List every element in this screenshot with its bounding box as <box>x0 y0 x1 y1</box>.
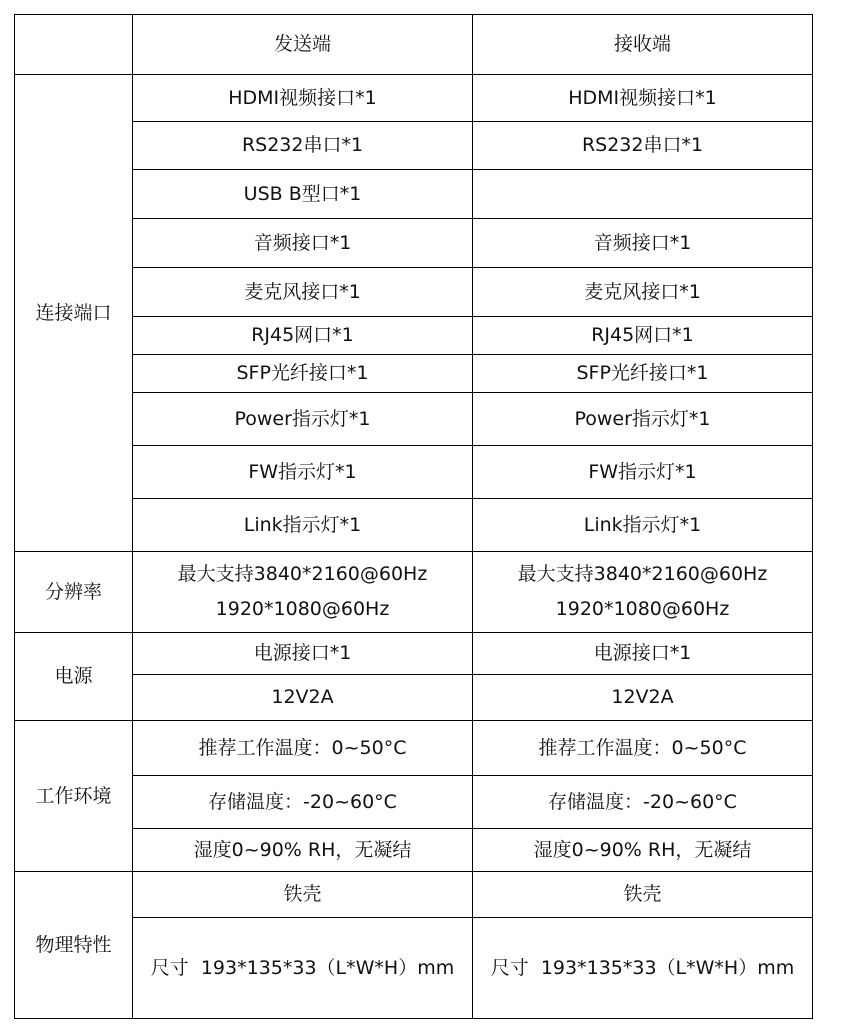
cell-tx: Link指示灯*1 <box>133 499 473 552</box>
table-row <box>15 75 813 122</box>
cell-rx <box>473 552 813 633</box>
cell-rx <box>473 170 813 219</box>
spec-table <box>14 14 813 1019</box>
cell-rx: RS232串口*1 <box>473 122 813 170</box>
table-row <box>15 872 813 918</box>
category-resolution: 分辨率 <box>15 552 133 633</box>
cell-rx: 麦克风接口*1 <box>473 268 813 317</box>
category-power: 电源 <box>15 633 133 721</box>
cell-tx <box>133 552 473 633</box>
cell-tx: HDMI视频接口*1 <box>133 75 473 122</box>
header-transmitter: 发送端 <box>133 15 473 75</box>
cell-rx: 推荐工作温度：0~50°C <box>473 721 813 776</box>
cell-rx: 电源接口*1 <box>473 633 813 675</box>
cell-rx: 尺寸 193*135*33（L*W*H）mm <box>473 918 813 1019</box>
table-row <box>15 829 813 872</box>
table-row <box>15 268 813 317</box>
cell-tx: 推荐工作温度：0~50°C <box>133 721 473 776</box>
cell-rx: 音频接口*1 <box>473 219 813 268</box>
category-physical: 物理特性 <box>15 872 133 1019</box>
resolution-line: 1920*1080@60Hz <box>215 598 390 620</box>
cell-rx: Link指示灯*1 <box>473 499 813 552</box>
cell-tx: 音频接口*1 <box>133 219 473 268</box>
cell-tx: 12V2A <box>133 675 473 721</box>
cell-tx: USB B型口*1 <box>133 170 473 219</box>
table-header-row <box>15 15 813 75</box>
cell-tx: RS232串口*1 <box>133 122 473 170</box>
cell-tx: 麦克风接口*1 <box>133 268 473 317</box>
cell-rx: FW指示灯*1 <box>473 446 813 499</box>
table-row <box>15 122 813 170</box>
cell-rx: 存储温度：-20~60°C <box>473 776 813 829</box>
header-receiver: 接收端 <box>473 15 813 75</box>
cell-rx: Power指示灯*1 <box>473 393 813 446</box>
table-row <box>15 918 813 1019</box>
cell-tx: 铁壳 <box>133 872 473 918</box>
table-row <box>15 633 813 675</box>
table-row <box>15 776 813 829</box>
cell-tx: Power指示灯*1 <box>133 393 473 446</box>
resolution-line: 1920*1080@60Hz <box>555 598 730 620</box>
cell-tx: 电源接口*1 <box>133 633 473 675</box>
corner-cell <box>15 15 133 75</box>
table-row <box>15 219 813 268</box>
table-row <box>15 170 813 219</box>
table-row <box>15 499 813 552</box>
cell-tx: 尺寸 193*135*33（L*W*H）mm <box>133 918 473 1019</box>
cell-rx: HDMI视频接口*1 <box>473 75 813 122</box>
cell-rx: 铁壳 <box>473 872 813 918</box>
table-row <box>15 446 813 499</box>
cell-rx: 湿度0~90% RH，无凝结 <box>473 829 813 872</box>
resolution-line: 最大支持3840*2160@60Hz <box>517 563 768 585</box>
table-row <box>15 552 813 633</box>
cell-rx: 12V2A <box>473 675 813 721</box>
cell-tx: 湿度0~90% RH，无凝结 <box>133 829 473 872</box>
resolution-line: 最大支持3840*2160@60Hz <box>177 563 428 585</box>
table-row <box>15 317 813 355</box>
table-row <box>15 721 813 776</box>
category-ports: 连接端口 <box>15 75 133 552</box>
table-row <box>15 355 813 393</box>
cell-rx: SFP光纤接口*1 <box>473 355 813 393</box>
cell-tx: RJ45网口*1 <box>133 317 473 355</box>
table-row <box>15 393 813 446</box>
table-row <box>15 675 813 721</box>
cell-rx: RJ45网口*1 <box>473 317 813 355</box>
category-environment: 工作环境 <box>15 721 133 872</box>
cell-tx: FW指示灯*1 <box>133 446 473 499</box>
cell-tx: SFP光纤接口*1 <box>133 355 473 393</box>
cell-tx: 存储温度：-20~60°C <box>133 776 473 829</box>
